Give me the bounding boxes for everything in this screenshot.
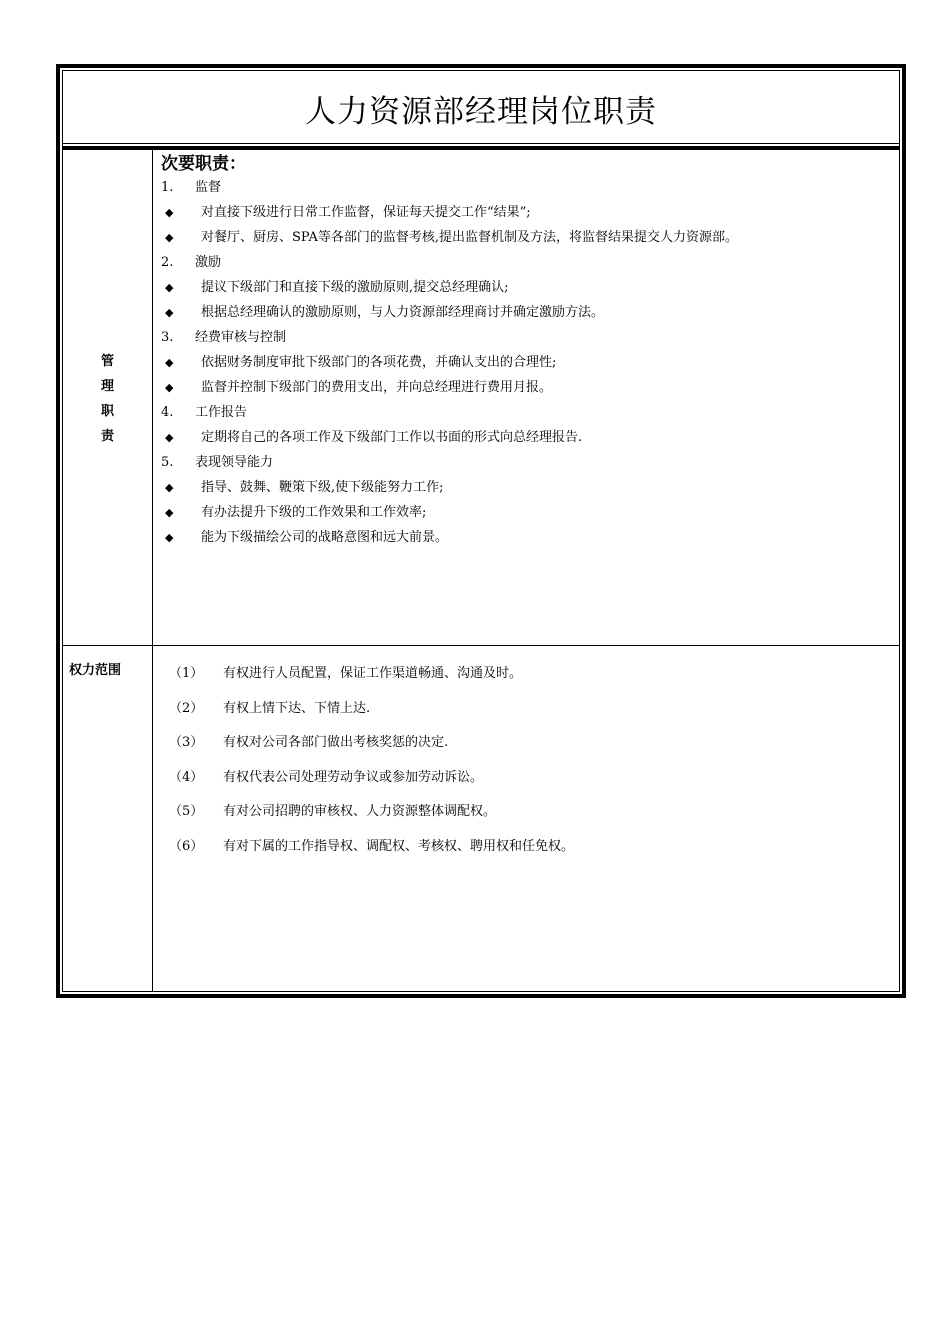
power-label: 权力范围 bbox=[69, 663, 122, 678]
duty-bullet-text: 能为下级描绘公司的战略意图和远大前景。 bbox=[201, 530, 449, 545]
duty-bullet-item bbox=[161, 425, 893, 450]
duty-bullet-item bbox=[161, 200, 893, 225]
duty-bullet-text: 定期将自己的各项工作及下级部门工作以书面的形式向总经理报告. bbox=[201, 430, 583, 445]
duty-section-title bbox=[161, 175, 893, 200]
duty-section-title bbox=[161, 400, 893, 425]
duty-bullet-item bbox=[161, 275, 893, 300]
diamond-bullet-icon: ◆ bbox=[165, 531, 174, 544]
title-row bbox=[63, 71, 899, 145]
duty-bullet-item bbox=[161, 525, 893, 550]
section-heading: 次要职责： bbox=[161, 154, 246, 174]
power-item-number: （3） bbox=[169, 735, 204, 750]
duty-section-title bbox=[161, 250, 893, 275]
title-rule bbox=[63, 146, 899, 150]
power-item-text: 有权进行人员配置，保证工作渠道畅通、沟通及时。 bbox=[223, 666, 523, 681]
power-item-text: 有权上情下达、下情上达. bbox=[223, 700, 371, 716]
management-label-char: 职 bbox=[100, 404, 114, 419]
duty-section-number: 2. bbox=[161, 255, 174, 270]
power-item bbox=[169, 761, 893, 796]
duty-section-number: 1. bbox=[161, 180, 174, 195]
diamond-bullet-icon: ◆ bbox=[165, 281, 174, 294]
duty-list bbox=[161, 175, 893, 550]
power-item-number: （1） bbox=[169, 666, 204, 681]
diamond-bullet-icon: ◆ bbox=[165, 306, 174, 319]
diamond-bullet-icon: ◆ bbox=[165, 231, 174, 244]
duty-bullet-item bbox=[161, 375, 893, 400]
power-item-text: 有对下属的工作指导权、调配权、考核权、聘用权和任免权。 bbox=[223, 838, 575, 854]
diamond-bullet-icon: ◆ bbox=[165, 206, 174, 219]
power-item-number: （4） bbox=[169, 769, 204, 785]
duty-section-label: 激励 bbox=[195, 255, 222, 270]
duty-bullet-text: 根据总经理确认的激励原则，与人力资源部经理商讨并确定激励方法。 bbox=[201, 305, 605, 320]
management-label-char: 管 bbox=[100, 354, 114, 369]
duty-bullet-text: 提议下级部门和直接下级的激励原则,提交总经理确认; bbox=[201, 280, 509, 295]
duty-bullet-text: 对餐厅、厨房、SPA等各部门的监督考核,提出监督机制及方法，将监督结果提交人力资源部。 bbox=[201, 230, 738, 245]
duty-bullet-text: 对直接下级进行日常工作监督，保证每天提交工作“结果”; bbox=[201, 205, 531, 220]
duty-section-number: 4. bbox=[161, 405, 174, 420]
title-rule-thin bbox=[63, 143, 899, 144]
duty-section-label: 经费审核与控制 bbox=[195, 330, 287, 345]
management-label bbox=[63, 349, 152, 449]
management-label-char: 责 bbox=[100, 429, 114, 444]
diamond-bullet-icon: ◆ bbox=[165, 506, 174, 519]
power-item bbox=[169, 726, 893, 761]
duty-bullet-item bbox=[161, 475, 893, 500]
power-item-number: （5） bbox=[169, 804, 204, 819]
table-border bbox=[62, 70, 900, 992]
duty-section-number: 3. bbox=[161, 330, 174, 345]
power-item bbox=[169, 657, 893, 692]
column-divider bbox=[152, 150, 153, 991]
power-item bbox=[169, 692, 893, 727]
duty-bullet-text: 监督并控制下级部门的费用支出，并向总经理进行费用月报。 bbox=[201, 380, 553, 395]
duty-bullet-item bbox=[161, 300, 893, 325]
duty-section-label: 表现领导能力 bbox=[195, 455, 274, 470]
power-item-text: 有对公司招聘的审核权、人力资源整体调配权。 bbox=[223, 804, 497, 819]
duty-bullet-item bbox=[161, 500, 893, 525]
duty-bullet-item bbox=[161, 350, 893, 375]
management-label-char: 理 bbox=[100, 379, 114, 394]
row-divider bbox=[63, 645, 899, 646]
power-item-text: 有权代表公司处理劳动争议或参加劳动诉讼。 bbox=[223, 769, 484, 785]
duty-bullet-text: 指导、鼓舞、鞭策下级,使下级能努力工作; bbox=[201, 480, 444, 495]
duty-section-title bbox=[161, 450, 893, 475]
power-item-number: （6） bbox=[169, 838, 204, 854]
duty-section-title bbox=[161, 325, 893, 350]
duty-section-label: 监督 bbox=[195, 180, 222, 195]
duty-bullet-item bbox=[161, 225, 893, 250]
power-item bbox=[169, 830, 893, 865]
diamond-bullet-icon: ◆ bbox=[165, 481, 174, 494]
diamond-bullet-icon: ◆ bbox=[165, 356, 174, 369]
management-content bbox=[161, 153, 893, 550]
duty-section-label: 工作报告 bbox=[195, 405, 248, 420]
power-item bbox=[169, 795, 893, 830]
diamond-bullet-icon: ◆ bbox=[165, 381, 174, 394]
duty-section-number: 5. bbox=[161, 455, 174, 470]
power-item-text: 有权对公司各部门做出考核奖惩的决定. bbox=[223, 735, 449, 750]
power-list bbox=[169, 657, 893, 864]
duty-bullet-text: 依据财务制度审批下级部门的各项花费，并确认支出的合理性; bbox=[201, 355, 557, 370]
duty-bullet-text: 有办法提升下级的工作效果和工作效率; bbox=[201, 505, 427, 520]
document-frame bbox=[56, 64, 906, 998]
diamond-bullet-icon: ◆ bbox=[165, 431, 174, 444]
power-item-number: （2） bbox=[169, 700, 204, 716]
page-title: 人力资源部经理岗位职责 bbox=[305, 93, 657, 130]
